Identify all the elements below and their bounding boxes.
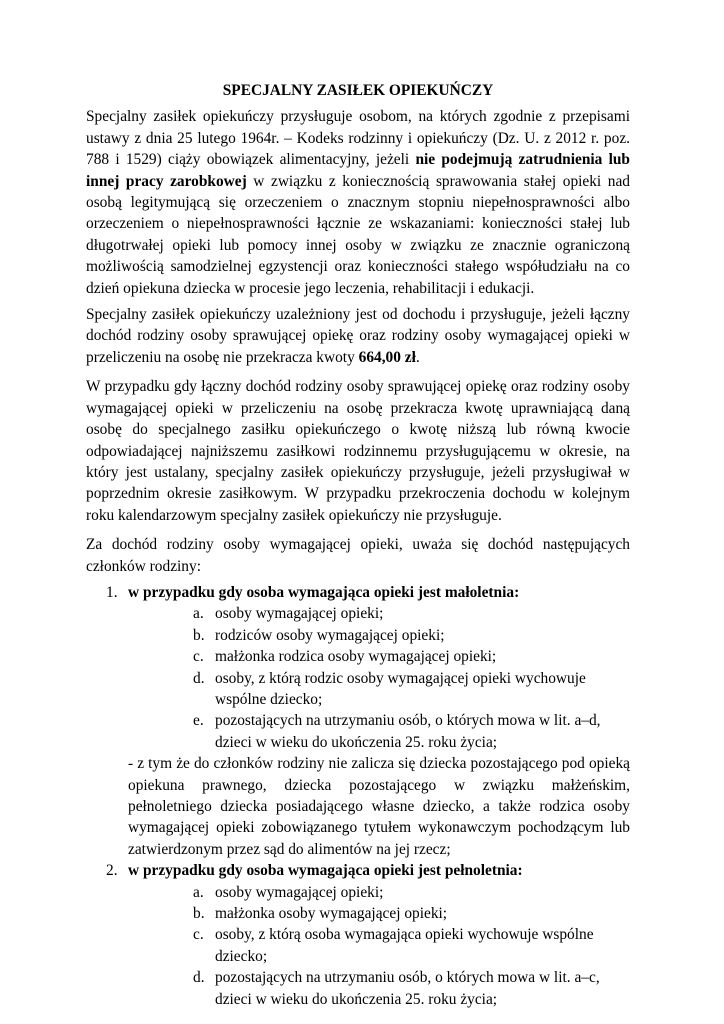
sub-list <box>128 603 630 753</box>
sub-list-text: pozostających na utrzymaniu osób, o których mowa w lit. a–d, dzieci w wieku do ukończenia 25. roku życia; <box>215 712 601 751</box>
sub-list-letter: d. <box>193 969 205 987</box>
sub-list-item <box>173 903 630 924</box>
paragraph-text: Specjalny zasiłek opiekuńczy przysługuje osobom, na których zgodnie z przepisami ustawy z dnia 25 lutego 1964r. – Kodeks rodzinny i opiekuńczy (Dz. U. z 2012 r. poz. 788 i 1529) ciąży obowiązek alimentacyjny, jeżeli <box>86 108 630 169</box>
paragraph-family-income: Za dochód rodziny osoby wymagającej opieki, uważa się dochód następujących członków rodziny: <box>86 536 630 575</box>
sub-list-letter: e. <box>193 712 204 730</box>
sub-list-item <box>173 625 630 646</box>
exclusion-note: - z tym że do członków rodziny nie zalicza się dziecka pozostającego pod opieką opiekuna prawnego, dziecka pozostającego w związku małżeńskim, pełnoletniego dziecka posiadającego własne dziecko, a także rodzica osoby wymagającej opieki zobowiązanego tytułem wykonawczym pochodzącym lub zatwierdzonym przez sąd do alimentów na jej rzecz; <box>128 755 630 858</box>
list-number: 2. <box>106 862 118 880</box>
sub-list <box>128 882 630 1010</box>
sub-list-item <box>173 603 630 624</box>
sub-list-text: małżonka osoby wymagającej opieki; <box>215 905 448 923</box>
paragraph-income-limit <box>86 304 630 368</box>
sub-list-item <box>173 924 630 967</box>
family-members-list <box>86 582 630 1010</box>
sub-list-item <box>173 646 630 667</box>
document-title: SPECJALNY ZASIŁEK OPIEKUŃCZY <box>222 82 494 99</box>
sub-list-text: osoby, z którą rodzic osoby wymagającej opieki wychowuje wspólne dziecko; <box>215 669 586 708</box>
sub-list-letter: a. <box>193 883 204 901</box>
paragraph-text: . <box>415 348 420 366</box>
sub-list-item <box>173 967 630 1010</box>
sub-list-item <box>173 668 630 711</box>
sub-list-text: osoby wymagającej opieki; <box>215 883 384 901</box>
paragraph-income-exceeded: W przypadku gdy łączny dochód rodziny osoby sprawującej opiekę oraz rodziny osoby wymagającej opieki w przeliczeniu na osobę przekracza kwotę uprawniającą daną osobę do specjalnego zasiłku opiekuńczego o kwotę niższą lub równą kwocie odpowiadającej najniższemu zasiłkowi rodzinnemu przysługującemu w okresie, na który jest ustalany, specjalny zasiłek opiekuńczy przysługuje, jeżeli przysługiwał w poprzednim okresie zasiłkowym. W przypadku przekroczenia dochodu w kolejnym roku kalendarzowym specjalny zasiłek opiekuńczy nie przysługuje. <box>86 378 630 524</box>
sub-list-text: osoby, z którą osoba wymagająca opieki wychowuje wspólne dziecko; <box>215 926 594 965</box>
list-item-adult <box>86 860 630 1010</box>
sub-list-item <box>173 710 630 753</box>
paragraph-text: w związku z koniecznością sprawowania stałej opieki nad osobą legitymującą się orzeczeniem o znacznym stopniu niepełnosprawności albo orzeczeniem o niepełnosprawności łącznie ze wskazaniami: konieczności stałej lub długotrwałej opieki lub pomocy innej osoby w związku ze znacznie ograniczoną możliwością samodzielnej egzystencji oraz konieczności stałego współudziału na co dzień opiekuna dziecka w procesie jego leczenia, rehabilitacji i edukacji. <box>86 172 630 297</box>
paragraph-text: Specjalny zasiłek opiekuńczy uzależniony jest od dochodu i przysługuje, jeżeli łączny dochód rodziny osoby sprawującej opiekę oraz rodziny osoby wymagającej opieki w przeliczeniu na osobę nie przekracza kwoty <box>86 306 630 366</box>
sub-list-item <box>173 882 630 903</box>
paragraph-eligibility <box>86 106 630 299</box>
sub-list-text: osoby wymagającej opieki; <box>215 605 384 623</box>
sub-list-letter: a. <box>193 605 204 623</box>
list-item-minor <box>86 582 630 860</box>
list-heading: w przypadku gdy osoba wymagająca opieki jest pełnoletnia: <box>128 862 523 880</box>
sub-list-letter: b. <box>193 626 205 644</box>
sub-list-text: małżonka rodzica osoby wymagającej opieki; <box>215 648 497 666</box>
list-heading: w przypadku gdy osoba wymagająca opieki jest małoletnia: <box>128 583 520 601</box>
sub-list-letter: b. <box>193 905 205 923</box>
sub-list-letter: c. <box>193 926 204 944</box>
sub-list-letter: d. <box>193 669 205 687</box>
income-limit-amount: 664,00 zł <box>358 348 416 366</box>
sub-list-text: rodziców osoby wymagającej opieki; <box>215 626 445 644</box>
list-number: 1. <box>106 583 118 601</box>
sub-list-text: pozostających na utrzymaniu osób, o których mowa w lit. a–c, dzieci w wieku do ukończenia 25. roku życia; <box>215 969 600 1008</box>
sub-list-letter: c. <box>193 648 204 666</box>
paragraph-emphasis: nie podejmują zatrudnienia lub innej pracy zarobkowej <box>86 151 630 190</box>
